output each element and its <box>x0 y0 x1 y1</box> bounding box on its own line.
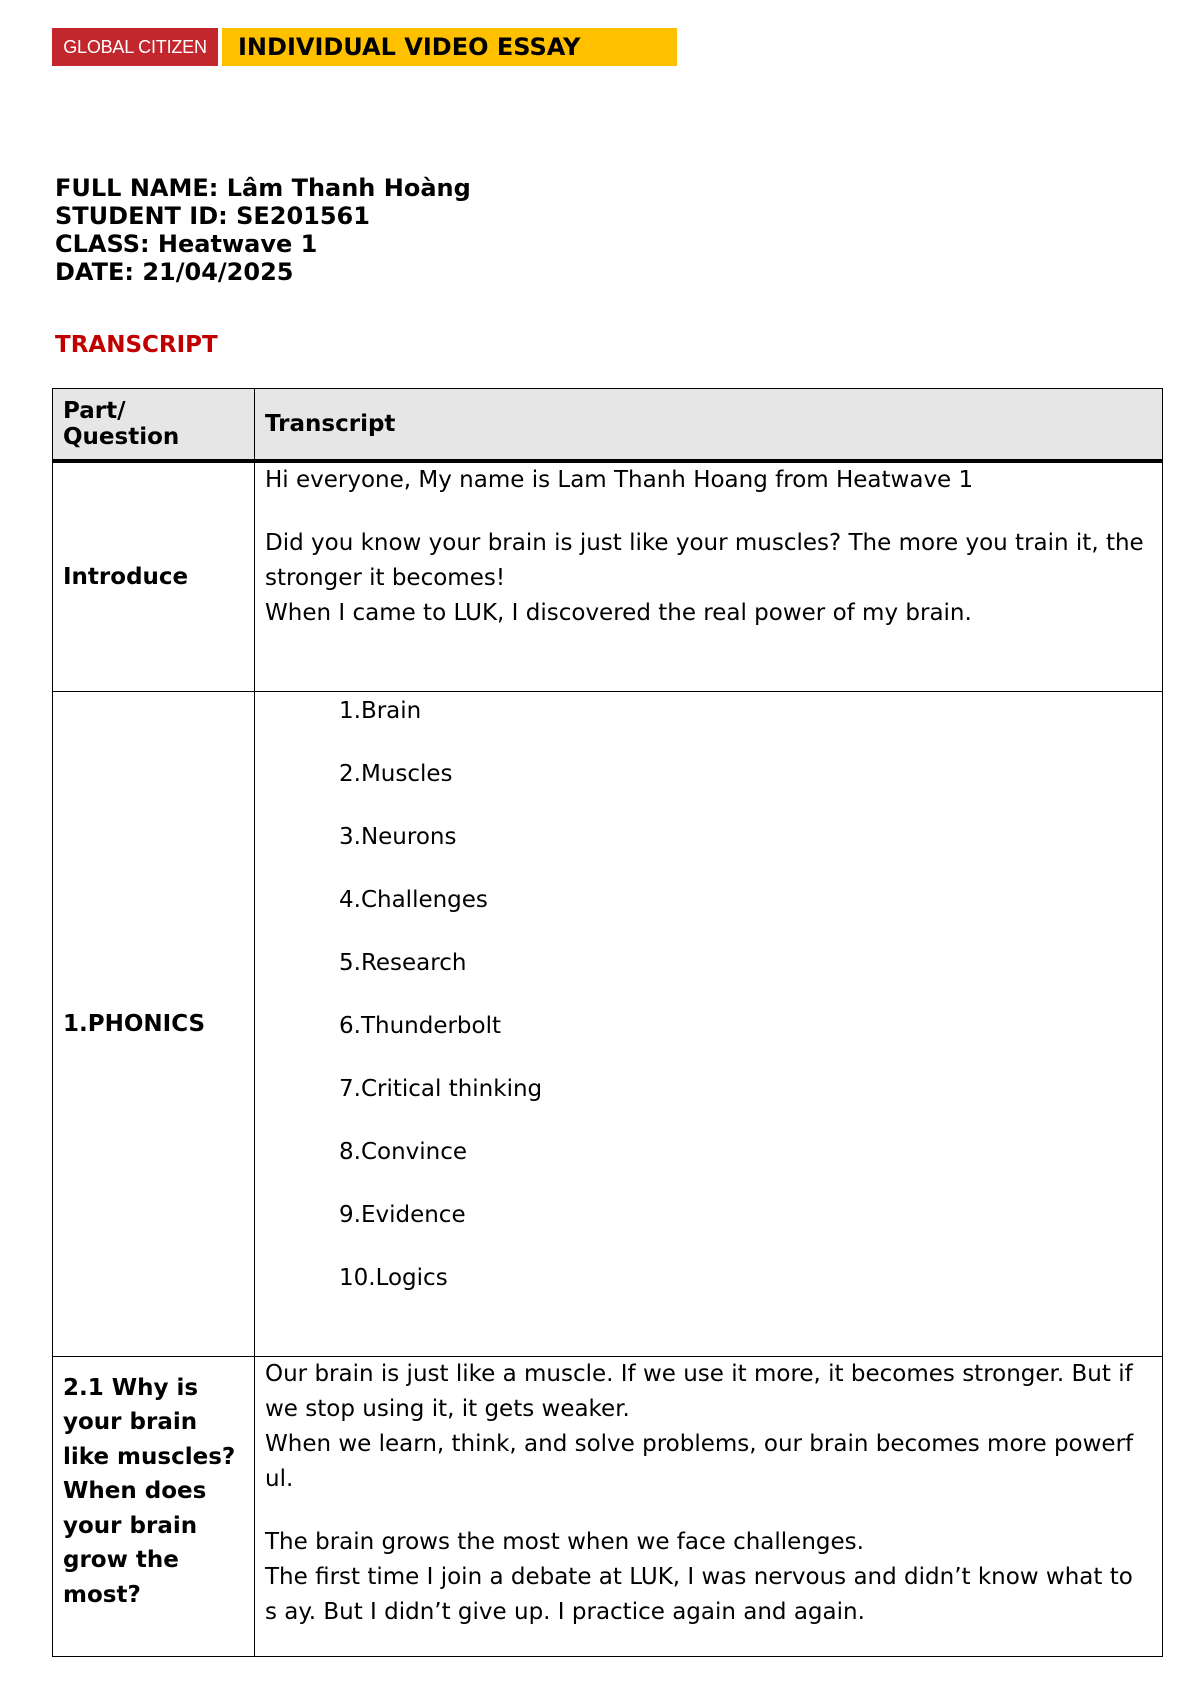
list-item: 9.Evidence <box>339 1201 466 1228</box>
brand-badge: GLOBAL CITIZEN <box>52 28 218 66</box>
transcript-line: Hi everyone, My name is Lam Thanh Hoang from Heatwave 1 <box>265 467 974 493</box>
header-transcript: Transcript <box>255 389 1163 462</box>
list-item: 5.Research <box>339 949 467 976</box>
transcript-cell <box>255 461 1163 691</box>
list-item: 8.Convince <box>339 1138 468 1165</box>
part-label: 2.1 Why is your brain like muscles? When does your brain grow the most? <box>53 1356 255 1656</box>
list-item: 3.Neurons <box>339 823 457 850</box>
header-part-question: Part/ Question <box>53 389 255 462</box>
part-label: 1.PHONICS <box>53 691 255 1356</box>
student-info <box>55 174 471 286</box>
table-row <box>53 461 1163 691</box>
part-label: Introduce <box>53 461 255 691</box>
list-item: 10.Logics <box>339 1264 448 1291</box>
class-name: CLASS: Heatwave 1 <box>55 230 318 258</box>
list-item: 2.Muscles <box>339 760 453 787</box>
table-row <box>53 691 1163 1356</box>
vocab-list <box>265 692 1152 1326</box>
transcript-line: The first time I join a debate at LUK, I was nervous and didn’t know what to s ay. But I didn’t give up. I practice again and again. <box>265 1563 1133 1625</box>
full-name: FULL NAME: Lâm Thanh Hoàng <box>55 174 471 202</box>
transcript-line: The brain grows the most when we face challenges. <box>265 1528 864 1555</box>
transcript-line: When we learn, think, and solve problems, our brain becomes more powerf ul. <box>265 1430 1134 1492</box>
list-item: 7.Critical thinking <box>339 1075 543 1102</box>
list-item: 6.Thunderbolt <box>339 1012 502 1039</box>
transcript-line: When I came to LUK, I discovered the real power of my brain. <box>265 600 972 626</box>
transcript-cell <box>255 1356 1163 1656</box>
transcript-cell <box>255 691 1163 1356</box>
transcript-table <box>52 388 1163 1657</box>
table-row <box>53 1356 1163 1656</box>
list-item: 1.Brain <box>339 697 422 724</box>
student-id: STUDENT ID: SE201561 <box>55 202 370 230</box>
document-title: INDIVIDUAL VIDEO ESSAY <box>222 28 677 66</box>
table-header-row <box>53 389 1163 462</box>
list-item: 4.Challenges <box>339 886 488 913</box>
section-title: TRANSCRIPT <box>55 332 218 358</box>
transcript-line: Our brain is just like a muscle. If we use it more, it becomes stronger. But if we stop using it, it gets weaker. <box>265 1360 1133 1422</box>
transcript-line: Did you know your brain is just like your muscles? The more you train it, the stronger it becomes! <box>265 530 1144 591</box>
date: DATE: 21/04/2025 <box>55 258 294 286</box>
